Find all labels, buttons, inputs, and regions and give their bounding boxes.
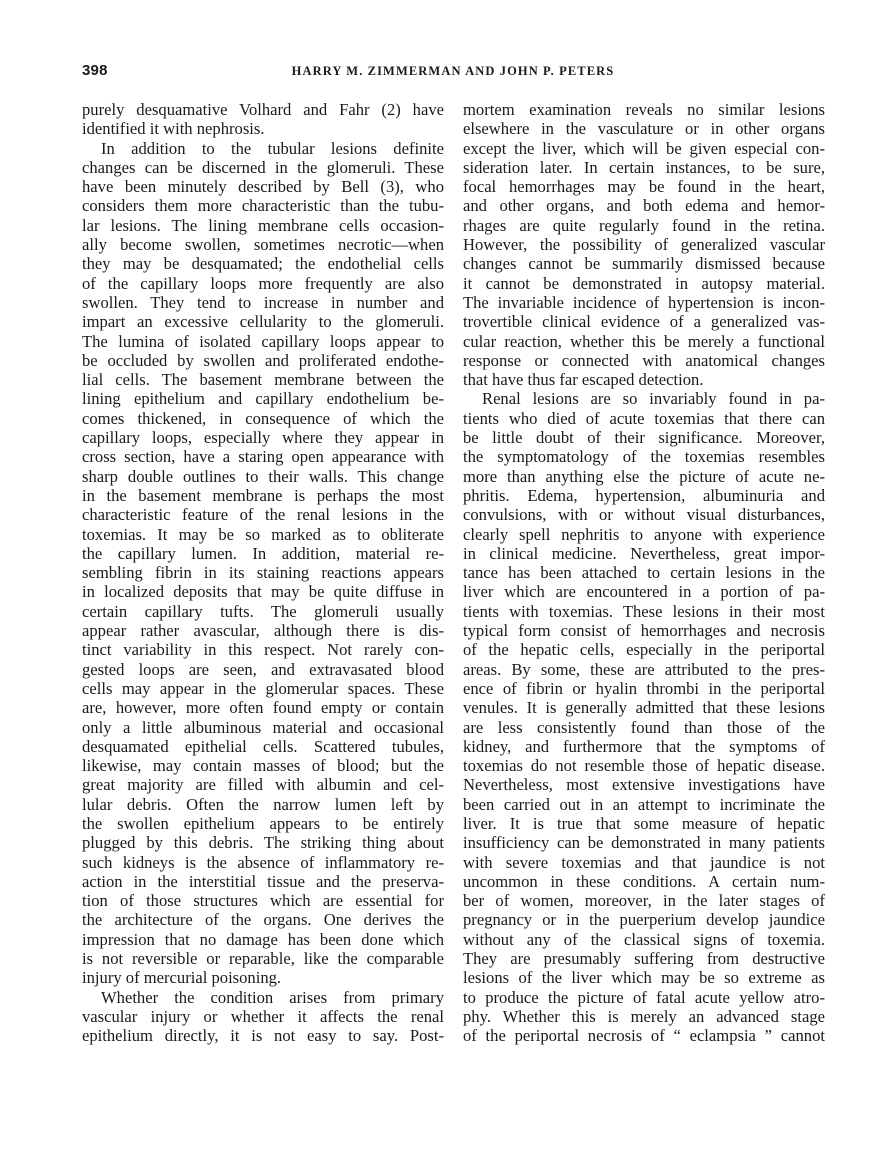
- text-line: elsewhere in the vasculature or in other organs: [463, 119, 825, 139]
- text-line: such kidneys is the absence of inflammatory re-: [82, 852, 444, 872]
- text-line: ence of fibrin or hyalin thrombi in the periportal: [463, 678, 825, 698]
- text-line: uncommon in these conditions. A certain num-: [463, 871, 825, 891]
- text-line: except the liver, which will be given especial con-: [463, 138, 825, 158]
- text-line: phritis. Edema, hypertension, albuminuria and: [463, 485, 825, 505]
- text-line: great majority are filled with albumin and cel-: [82, 775, 444, 795]
- text-line: clearly spell nephritis to anyone with experience: [463, 524, 825, 544]
- running-head: [82, 62, 824, 82]
- text-line: the swollen epithelium appears to be entirely: [82, 813, 444, 833]
- text-line: purely desquamative Volhard and Fahr (2) have: [82, 100, 444, 119]
- text-line: lar lesions. The lining membrane cells occasion-: [82, 215, 444, 235]
- text-line: capillary loops, especially where they appear in: [82, 428, 444, 448]
- text-line: focal hemorrhages may be found in the heart,: [463, 177, 825, 197]
- text-line: lular debris. Often the narrow lumen left by: [82, 794, 444, 814]
- text-line: insufficiency can be demonstrated in many patients: [463, 833, 825, 853]
- text-line: vascular injury or whether it affects the renal: [82, 1006, 444, 1026]
- text-line: sembling fibrin in its staining reactions appears: [82, 563, 444, 583]
- text-line: They are presumably suffering from destructive: [463, 949, 825, 969]
- text-line: lesions of the liver which may be so extreme as: [463, 968, 825, 988]
- running-head-authors: HARRY M. ZIMMERMAN AND JOHN P. PETERS: [291, 64, 615, 78]
- text-line: they may be desquamated; the endothelial cells: [82, 254, 444, 274]
- text-line: of the periportal necrosis of “ eclampsia ” cannot: [463, 1026, 825, 1046]
- text-line: desquamated epithelial cells. Scattered tubules,: [82, 736, 444, 756]
- text-line: in the basement membrane is perhaps the most: [82, 485, 444, 505]
- text-line: action in the interstitial tissue and the preserva-: [82, 871, 444, 891]
- text-line: cular reaction, whether this be merely a functional: [463, 331, 825, 351]
- text-line: toxemias do not resemble those of hepatic disease.: [463, 756, 825, 776]
- text-line: certain capillary tufts. The glomeruli usually: [82, 601, 444, 621]
- text-line: sideration later. In certain instances, to be sure,: [463, 157, 825, 177]
- text-line: injury of mercurial poisoning.: [82, 968, 282, 988]
- text-line: the capillary lumen. In addition, material re-: [82, 543, 444, 563]
- text-line: toxemias. It may be so marked as to obliterate: [82, 524, 444, 544]
- text-line: are less consistently found than those of the: [463, 717, 825, 737]
- text-line: impression that no damage has been done which: [82, 929, 444, 949]
- text-line: ber of women, moreover, in the later stages of: [463, 891, 825, 911]
- text-line: ally become swollen, sometimes necrotic—when: [82, 235, 444, 255]
- page-number: 398: [82, 62, 108, 79]
- text-line: considers them more characteristic than the tubu-: [82, 196, 444, 216]
- text-line: swollen. They tend to increase in number and: [82, 292, 444, 312]
- text-line: changes cannot be summarily dismissed because: [463, 254, 825, 274]
- text-line: The lumina of isolated capillary loops appear to: [82, 331, 444, 351]
- text-line: The invariable incidence of hypertension is incon-: [463, 292, 825, 312]
- text-line: the architecture of the organs. One derives the: [82, 910, 444, 930]
- text-line: more than anything else the picture of acute ne-: [463, 466, 825, 486]
- text-line: kidney, and furthermore that the symptoms of: [463, 736, 825, 756]
- text-line: Whether the condition arises from primary: [101, 987, 444, 1007]
- text-line: are, however, more often found empty or contain: [82, 698, 444, 718]
- text-line: tance has been attached to certain lesions in the: [463, 563, 825, 583]
- text-line: without any of the classical signs of toxemia.: [463, 929, 825, 949]
- text-line: Renal lesions are so invariably found in pa-: [482, 389, 825, 409]
- text-line: areas. By some, these are attributed to the pres-: [463, 659, 825, 679]
- text-line: lial cells. The basement membrane between the: [82, 370, 444, 390]
- text-line: to produce the picture of fatal acute yellow atro-: [463, 987, 825, 1007]
- text-line: likewise, may contain masses of blood; but the: [82, 756, 444, 776]
- text-line: convulsions, with or without visual disturbances,: [463, 505, 825, 525]
- text-line: mortem examination reveals no similar lesions: [463, 100, 825, 119]
- text-line: be occluded by swollen and proliferated endothe-: [82, 350, 444, 370]
- text-line: venules. It is generally admitted that these lesions: [463, 698, 825, 718]
- text-line: be little doubt of their significance. Moreover,: [463, 428, 825, 448]
- text-line: liver. It is true that some measure of hepatic: [463, 813, 825, 833]
- text-line: liver which are encountered in a portion of pa-: [463, 582, 825, 602]
- text-line: been carried out in an attempt to incriminate the: [463, 794, 825, 814]
- text-line: identified it with nephrosis.: [82, 119, 265, 139]
- text-line: sharp double outlines to their walls. This change: [82, 466, 444, 486]
- text-line: impart an excessive cellularity to the glomeruli.: [82, 312, 444, 332]
- text-line: However, the possibility of generalized vascular: [463, 235, 825, 255]
- text-line: in clinical medicine. Nevertheless, great impor-: [463, 543, 825, 563]
- text-line: cells may appear in the glomerular spaces. These: [82, 678, 444, 698]
- text-line: appear rather avascular, although there is dis-: [82, 621, 444, 641]
- text-line: response or connected with anatomical changes: [463, 350, 825, 370]
- text-line: rhages are quite regularly found in the retina.: [463, 215, 825, 235]
- text-line: of the hepatic cells, especially in the periportal: [463, 640, 825, 660]
- text-line: with severe toxemias and that jaundice is not: [463, 852, 825, 872]
- right-column: [463, 100, 825, 1046]
- text-line: epithelium directly, it is not easy to say. Post-: [82, 1026, 444, 1046]
- text-line: only a little albuminous material and occasional: [82, 717, 444, 737]
- text-line: tients with toxemias. These lesions in their most: [463, 601, 825, 621]
- text-line: of the capillary loops more frequently are also: [82, 273, 444, 293]
- text-line: tion of those structures which are essential for: [82, 891, 444, 911]
- text-line: tients who died of acute toxemias that there can: [463, 408, 825, 428]
- text-line: changes can be discerned in the glomeruli. These: [82, 157, 444, 177]
- text-line: Nevertheless, most extensive investigations have: [463, 775, 825, 795]
- text-line: it cannot be demonstrated in autopsy material.: [463, 273, 825, 293]
- text-line: gested loops are seen, and extravasated blood: [82, 659, 444, 679]
- text-line: characteristic feature of the renal lesions in the: [82, 505, 444, 525]
- text-line: phy. Whether this is merely an advanced stage: [463, 1006, 825, 1026]
- text-line: in localized deposits that may be quite diffuse in: [82, 582, 444, 602]
- text-line: typical form consist of hemorrhages and necrosis: [463, 621, 825, 641]
- text-line: plugged by this debris. The striking thing about: [82, 833, 444, 853]
- text-line: tinct variability in this respect. Not rarely con-: [82, 640, 444, 660]
- text-line: In addition to the tubular lesions definite: [101, 138, 444, 158]
- text-line: lining epithelium and capillary endothelium be-: [82, 389, 444, 409]
- text-line: the symptomatology of the toxemias resembles: [463, 447, 825, 467]
- text-line: and other organs, and both edema and hemor-: [463, 196, 825, 216]
- text-line: cross section, have a staring open appearance with: [82, 447, 444, 467]
- text-line: comes thickened, in consequence of which the: [82, 408, 444, 428]
- text-line: that have thus far escaped detection.: [463, 370, 704, 390]
- left-column: [82, 100, 444, 1046]
- text-line: have been minutely described by Bell (3), who: [82, 177, 444, 197]
- text-line: trovertible clinical evidence of a generalized vas-: [463, 312, 825, 332]
- text-line: is not reversible or reparable, like the comparable: [82, 949, 444, 969]
- text-line: pregnancy or in the puerperium develop jaundice: [463, 910, 825, 930]
